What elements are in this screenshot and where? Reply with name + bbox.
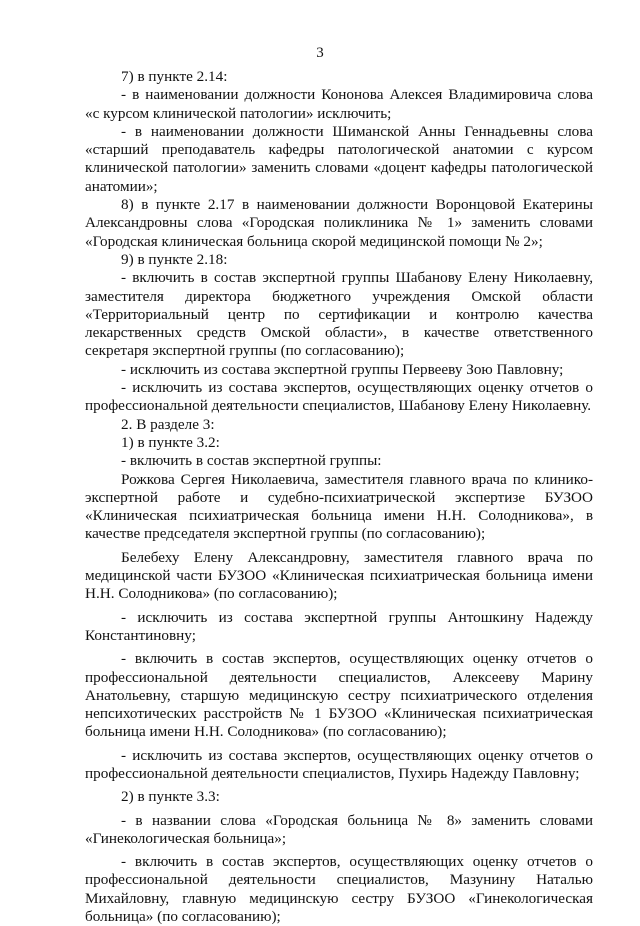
clause-9-heading: 9) в пункте 2.18: (121, 250, 228, 268)
point-3-2-item-4: - исключить из состава экспертов, осуществляющих оценку отчетов о профессиональной деятельности специалистов, Пухирь Надежду Павловну; (85, 746, 593, 782)
point-3-3-item-2: - включить в состав экспертов, осуществляющих оценку отчетов о профессиональной деятельности специалистов, Мазунину Наталью Михайловну, главную медицинскую сестру БУЗОО «Гинекологическая больница» (по согласованию); (85, 853, 593, 926)
clause-7-item-1: - в наименовании должности Кононова Алексея Владимировича слова «с курсом клинической патологии» исключить; (85, 86, 593, 122)
point-3-2-item-1: - включить в состав экспертной группы: (121, 452, 382, 470)
point-3-3-item-1: - в названии слова «Городская больница № 8» заменить словами «Гинекологическая больница»; (85, 811, 593, 847)
point-3-3-heading: 2) в пункте 3.3: (121, 788, 220, 806)
clause-8: 8) в пункте 2.17 в наименовании должности Воронцовой Екатерины Александровны слова «Городская поликлиника № 1» заменить словами «Городская клиническая больница скорой медицинской помощи № 2»; (85, 196, 593, 250)
point-3-2-member-1: Рожкова Сергея Николаевича, заместителя главного врача по клинико-экспертной работе и судебно-психиатрической экспертизе БУЗОО «Клиническая психиатрическая больница имени Н.Н. Солодникова», в качестве председателя экспертной группы (по согласованию); (85, 470, 593, 543)
clause-9-item-1: - включить в состав экспертной группы Шабанову Елену Николаевну, заместителя директора бюджетного учреждения Омской области «Территориальный центр по сертификации и контролю качества лекарственных средств Омской области», в качестве ответственного секретаря экспертной группы (по согласованию); (85, 269, 593, 360)
page-number: 3 (316, 45, 324, 61)
clause-7-item-2: - в наименовании должности Шиманской Анны Геннадьевны слова «старший преподаватель кафедры патологической анатомии с курсом клинической патологии» заменить словами «доцент кафедры патологической анатомии»; (85, 122, 593, 195)
document-body (85, 68, 593, 926)
clause-9-item-2: - исключить из состава экспертной группы Первееву Зою Павловну; (121, 360, 564, 378)
point-3-2-heading: 1) в пункте 3.2: (121, 433, 220, 451)
section-2-heading: 2. В разделе 3: (121, 415, 215, 433)
clause-7-heading: 7) в пункте 2.14: (121, 68, 228, 85)
point-3-2-member-2: Белебеху Елену Александровну, заместителя главного врача по медицинской части БУЗОО «Клиническая психиатрическая больница имени Н.Н. Солодникова» (по согласованию); (85, 548, 593, 603)
point-3-2-item-3: - включить в состав экспертов, осуществляющих оценку отчетов о профессиональной деятельности специалистов, Алексееву Марину Анатольевну, старшую медицинскую сестру психиатрического отделения непсихотических расстройств № 1 БУЗОО «Клиническая психиатрическая больница имени Н.Н. Солодникова» (по согласованию); (85, 650, 593, 741)
point-3-2-item-2: - исключить из состава экспертной группы Антошкину Надежду Константиновну; (85, 608, 593, 644)
clause-9-item-3: - исключить из состава экспертов, осуществляющих оценку отчетов о профессиональной деятельности специалистов, Шабанову Елену Николаевну. (85, 379, 593, 415)
